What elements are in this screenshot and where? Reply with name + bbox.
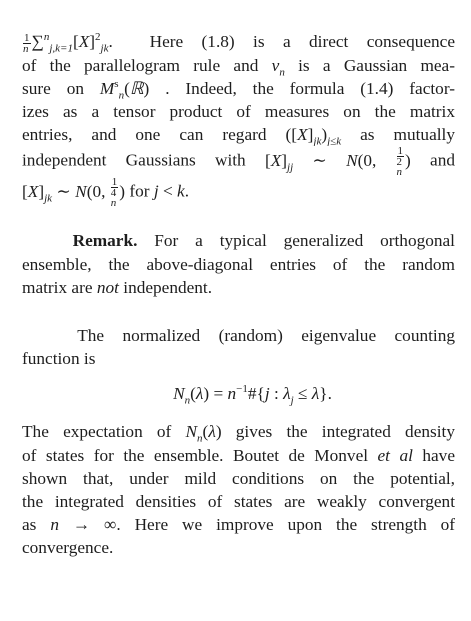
paragraph-1	[22, 30, 455, 208]
math-measure-space: $M^s_n(ℝ)$	[99, 77, 150, 100]
text-fragment: Here (1.8) is a direct consequence	[149, 32, 455, 51]
text-line	[22, 513, 455, 536]
text-line	[22, 123, 455, 146]
text-fragment: izes as a tensor product of measures on the matrix	[22, 101, 455, 121]
text-line	[22, 146, 455, 177]
text-line	[22, 100, 455, 123]
math-nu-n: $\nu_n$	[271, 55, 285, 77]
text-fragment: as mutually	[360, 125, 455, 145]
text-line: $\frac{1}{n}$ $\sum^n_{j,k=1}[X]^2_{jk}$. Here (1.8) is a direct consequence	[23, 31, 455, 54]
text-fragment: function is	[22, 349, 96, 369]
text-line	[22, 324, 455, 347]
text-fragment: shown that, under mild conditions on the potential,	[22, 468, 455, 488]
text-fragment: of states for the ensemble. Boutet de Monvel	[22, 445, 369, 465]
text-fragment: The normalized (random) eigenvalue counting	[77, 325, 455, 345]
remark-text-3: matrix are	[22, 277, 93, 297]
sum-expression: $\frac{1}{n}$ $\sum^n_{j,k=1}[X]^2_{jk}$	[23, 31, 109, 54]
text-line	[22, 536, 455, 559]
text-fragment: is a Gaussian mea-	[298, 55, 455, 75]
text-fragment: gives the integrated density	[235, 422, 455, 442]
text-fragment: entries, and one can regard	[22, 125, 267, 145]
math-nn-lambda: $N_n(\lambda)$	[185, 422, 222, 444]
text-fragment: the integrated densities of states are weakly convergent	[22, 491, 455, 511]
math-condition-k: k	[177, 181, 185, 201]
remark-text-after: independent.	[123, 277, 213, 297]
math-condition: j	[153, 181, 159, 201]
text-fragment: independent Gaussians with	[22, 150, 246, 170]
text-fragment: The expectation of	[22, 422, 172, 442]
text-fragment: . Indeed, the formula (1.4) factor-	[165, 78, 455, 98]
text-fragment: . Here we improve upon the strength of	[116, 515, 455, 535]
text-line	[22, 253, 455, 276]
text-line	[22, 444, 455, 467]
text-fragment: convergence.	[22, 538, 114, 558]
text-etal: et al	[377, 445, 413, 465]
text-line	[22, 54, 455, 77]
remark-heading: Remark.	[72, 231, 138, 251]
text-line	[22, 229, 455, 252]
text-line	[22, 490, 455, 513]
math-family: $([X]_{jk})_{j\le k}$	[285, 125, 342, 147]
text-line	[22, 77, 455, 100]
counting-function-display: $N_n(\lambda)$ = $n^{-1}\#\{j$ : $\lambda_j \le \lambda$}.	[173, 383, 332, 407]
math-offdiag-dist: $[X]_{jk}$ ∼ N(0, 1 4 n )	[22, 177, 126, 209]
text-fragment: have	[422, 445, 455, 465]
text-line	[22, 467, 455, 490]
paragraph-2	[22, 324, 455, 370]
remark-text-2: ensemble, the above-diagonal entries of the random	[22, 254, 455, 274]
text-line	[22, 420, 455, 443]
text-line	[22, 276, 455, 299]
math-diag-dist: $[X]_{jj}$ ∼ N(0, 1 2 n )	[264, 146, 411, 178]
text-fragment: of the parallelogram rule and	[22, 55, 259, 75]
text-fragment: sure on	[22, 78, 84, 98]
paragraph-3	[22, 420, 455, 559]
text-line: $[X]_{jk}$ ∼ N(0, 1 4 n ) for j < k.	[22, 177, 190, 209]
text-fragment: and	[430, 150, 455, 170]
remark-paragraph	[22, 229, 455, 299]
text-line	[22, 347, 455, 370]
text-fragment: for	[129, 181, 150, 201]
remark-emphasis: not	[96, 277, 119, 297]
remark-text-1: For a typical generalized orthogonal	[154, 231, 455, 251]
document-page	[22, 30, 455, 560]
math-limit: n → ∞	[50, 515, 117, 535]
text-fragment: as	[22, 515, 37, 535]
